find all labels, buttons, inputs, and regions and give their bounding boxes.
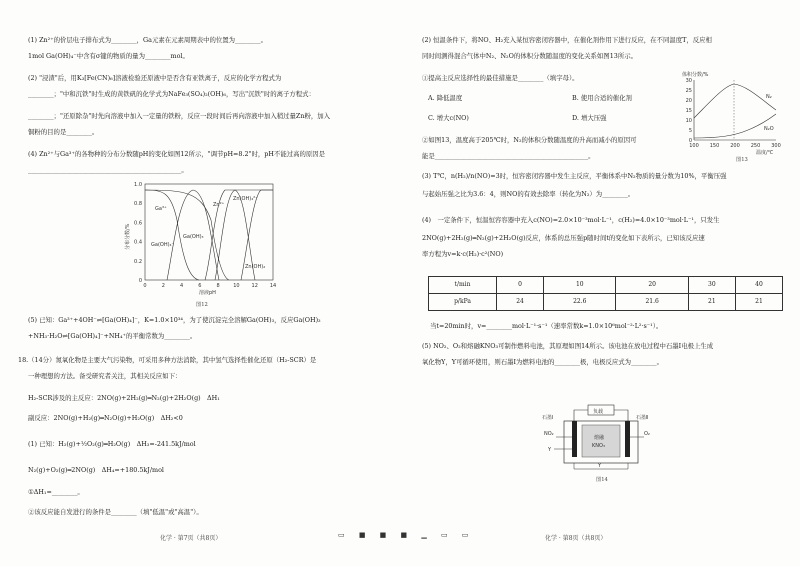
table-cell: 21 (735, 294, 782, 311)
page-footer-right: 化学 · 第8页（共8页） (545, 534, 607, 542)
page-footer-left: 化学 · 第7页（共8页） (160, 534, 222, 542)
electrolyte (582, 425, 620, 457)
right-electrode-label: 石墨Ⅱ (636, 415, 649, 421)
x-tick-label: 300 (771, 143, 781, 149)
table-row (429, 294, 783, 311)
electrolyte-label-2: KNO₃ (592, 443, 605, 449)
table-header-cell: t/min (429, 277, 497, 294)
text-line: ________；"还原除杂"时先向溶液中加入一定量的铁粉，反应一段时间后再向溶液中加入稍过量Zn粉，加入 (28, 112, 331, 120)
y-recycle-label: Y (598, 463, 602, 469)
table-cell: 22.6 (544, 294, 616, 311)
y-tick-label: 0.6 (134, 220, 142, 227)
table-row (429, 277, 783, 294)
y-tick-label: 1.0 (134, 182, 142, 188)
scan-marks: ▭ ■ ■ ■ ▁ ▭ ▭ (338, 531, 475, 540)
y-tick-label: 20 (685, 98, 692, 104)
table-cell: 24 (497, 294, 544, 311)
fuel-cell-diagram (540, 403, 660, 473)
reaction-side: 副反应：2NO(g)+H₂(g)═N₂O(g)+H₂O(g) ΔH₂<0 (28, 414, 183, 422)
y-ticks (686, 78, 692, 144)
label-zn2-hydrox: Zn(OH)₄²⁻ (233, 196, 258, 202)
text-line: ②如图13，温度高于205℃时，N₂的体积分数随温度的升高而减小的原因可 (422, 136, 637, 144)
table-cell: 20 (616, 277, 688, 294)
text-line: 同时间测得混合气体中N₂、N₂O的体积分数随温度的变化关系如图13所示。 (422, 52, 638, 60)
x-tick-label: 150 (709, 143, 720, 149)
table-header-cell: p/kPa (429, 294, 497, 311)
table-cell: 30 (688, 277, 735, 294)
reaction-main: H₂-SCR涉及的主反应：2NO(g)+2H₂(g)═N₂(g)+2H₂O(g) ΔH₁ (28, 394, 220, 402)
text-line: 铜粉的目的是________。 (28, 128, 99, 136)
text-line: 当t=20min时，v=________mol·L⁻¹·s⁻¹（速率常数k=1.0×10⁶mol⁻²·L²·s⁻¹）。 (430, 322, 663, 330)
option-a: A. 降低温度 (428, 94, 463, 102)
y-axis-label: 分布分数/% (125, 223, 131, 250)
x-axis-label: 溶液pH (199, 290, 216, 296)
electrode-1 (572, 421, 577, 457)
electrolyte-label-1: 熔融 (594, 435, 605, 441)
text-line: ________________________________________________。 (28, 166, 188, 174)
table-cell: 21 (688, 294, 735, 311)
text-line: ①提高主反应选择性的最佳措施是________（填字母）。 (422, 74, 579, 82)
reaction-given-1: (1) 已知：H₂(g)+½O₂(g)═H₂O(g) ΔH₃=-241.5kJ/mol (28, 440, 196, 448)
question-18-heading: 18.（14分）氮氧化物是主要大气污染物，可采用多种方法消除，其中氢气选择性催化还原（H₂-SCR）是 (18, 356, 317, 364)
pressure-table (428, 276, 783, 311)
figure-14-caption: 图14 (596, 477, 608, 483)
x-tick-label: 12 (251, 283, 258, 289)
x-tick-label: 2 (161, 283, 165, 289)
y-tick-label: 0 (688, 138, 692, 144)
text-line: (4) 一定条件下，恒温恒容容器中充入c(NO)=2.0×10⁻³mol·L⁻¹，c(H₂)=4.0×10⁻³mol·L⁻¹，只发生 (422, 216, 720, 224)
text-line: (5) NO₂、O₂和熔融KNO₃可制作燃料电池，其原理如图14所示。该电池在放电过程中石墨Ⅰ电极上生成 (422, 342, 714, 350)
text-line: 氧化物Y，Y可循环使用，则石墨Ⅰ为燃料电池的________极，电极反应式为________。 (422, 358, 664, 366)
label-gaoh3: Ga(OH)₃ (183, 234, 204, 240)
wire-right (614, 410, 628, 421)
question-1a: ①ΔH₁=________。 (28, 488, 84, 496)
x-tick-label: 0 (143, 283, 147, 289)
right-page (400, 0, 800, 566)
text-line: 率方程为v=k·c(H₂)·c²(NO) (422, 250, 504, 258)
y-tick-label: 10 (685, 118, 692, 124)
x-tick-label: 200 (730, 143, 740, 149)
y-tick-label: 0.2 (134, 258, 142, 265)
x-tick-label: 14 (269, 283, 277, 289)
x-tick-label: 100 (689, 143, 699, 149)
text-line: (5) 已知：Ga³⁺+4OH⁻⇌[Ga(OH)₄]⁻，K=1.0×10³⁴，为了使沉淀完全溶解Ga(OH)₃，反应Ga(OH)₃ (28, 316, 321, 324)
y-tick-label: 0 (138, 278, 142, 284)
x-axis-label: 温度/℃ (756, 150, 774, 156)
text-line: (2) "浸渣"后，用K₃[Fe(CN)₆]溶液检验还原液中是否含有亚铁离子，反应的化学方程式为 (28, 74, 282, 82)
x-tick-label: 10 (233, 283, 240, 289)
option-d: D. 增大压强 (572, 114, 607, 122)
figure-13-caption: 图13 (736, 157, 748, 163)
figure-12-caption: 图12 (196, 302, 208, 308)
label-znoh2: Zn(OH)₂ (245, 264, 266, 270)
wire-left (574, 410, 588, 421)
table-cell: 21.6 (616, 294, 688, 311)
left-electrode-label: 石墨Ⅰ (542, 415, 554, 421)
x-ticks (689, 143, 781, 149)
electrode-2 (625, 421, 630, 457)
option-c: C. 增大c(NO) (428, 114, 469, 122)
volume-fraction-chart (678, 68, 783, 156)
y-tick-label: 0.4 (134, 239, 142, 246)
x-tick-label: 8 (216, 283, 220, 289)
y-tick-label: 0.8 (134, 201, 142, 208)
text-line: (4) Zn²⁺与Ga³⁺的各物种的分布分数随pH的变化如图12所示，"调节pH=8.2"时，pH不能过高的原因是 (28, 150, 326, 158)
x-tick-label: 4 (179, 283, 184, 289)
y-tick-label: 30 (685, 78, 692, 84)
y-tick-label: 5 (688, 128, 692, 134)
text-line: +NH₃·H₂O⇌[Ga(OH)₄]⁻+NH₄⁺的平衡常数为________。 (28, 332, 197, 340)
x-ticks (143, 283, 276, 289)
chart13-title: 体积分数/% (682, 72, 709, 78)
text-line: 1mol Ga(OH)₄⁻中含有σ键的物质的量为________mol。 (28, 52, 189, 60)
inlet-no2-label: NO₂ (544, 431, 554, 437)
y-tick-label: 15 (685, 108, 692, 114)
question-1b: ②该反应能自发进行的条件是________（填"低温"或"高温"）。 (28, 508, 203, 516)
distribution-chart (115, 180, 285, 298)
y-tick-label: 25 (685, 88, 692, 94)
table-cell: 10 (544, 277, 616, 294)
x-tick-label: 250 (750, 143, 761, 149)
y-out-label: Y (548, 447, 552, 453)
series-n2o-label: N₂O (764, 126, 774, 132)
load-label: 负载 (593, 409, 604, 415)
series-n2-curve (694, 84, 776, 118)
text-line: (2) 恒温条件下，将NO、H₂充入某恒容密闭容器中，在催化剂作用下进行反应，在不同温度T，反应相 (422, 36, 712, 44)
option-b: B. 使用合适的催化剂 (572, 94, 632, 102)
text-line: 一种理想的方法。备受研究者关注，其相关反应如下： (28, 372, 182, 380)
table-cell: 0 (497, 277, 544, 294)
text-line: ________；"中和沉铁"时生成的黄铁矾的化学式为NaFe₃(SO₄)₂(OH)₆，写出"沉铁"时的离子方程式： (28, 90, 315, 98)
label-gaoh4: Ga(OH)₄⁻ (151, 242, 175, 248)
text-line: (3) T℃，n(H₂)/n(NO)=3时，恒容密闭容器中发生主反应，平衡体系中N₂物质的量分数为10%，平衡压强 (422, 172, 727, 180)
y-ticks (134, 182, 142, 284)
text-line: (1) Zn²⁺的价层电子排布式为________，Ga元素在元素周期表中的位置为________。 (28, 36, 267, 44)
label-ga3: Ga³⁺ (155, 206, 167, 212)
table-cell: 40 (735, 277, 782, 294)
reaction-given-2: N₂(g)+O₂(g)═2NO(g) ΔH₄=+180.5kJ/mol (28, 466, 164, 474)
text-line: 能是________________________________________________。 (422, 152, 595, 160)
x-tick-label: 6 (198, 283, 202, 289)
text-line: 与起始压强之比为3.6：4，则NO的有效去除率（转化为N₂）为________。 (422, 190, 635, 198)
inlet-o2-label: O₂ (644, 431, 650, 437)
series-n2-label: N₂ (766, 94, 772, 100)
label-zn2: Zn²⁺ (213, 202, 225, 208)
text-line: 2NO(g)+2H₂(g)═N₂(g)+2H₂O(g)反应，体系的总压强p随时间t的变化如下表所示，已知该反应速 (422, 234, 705, 242)
